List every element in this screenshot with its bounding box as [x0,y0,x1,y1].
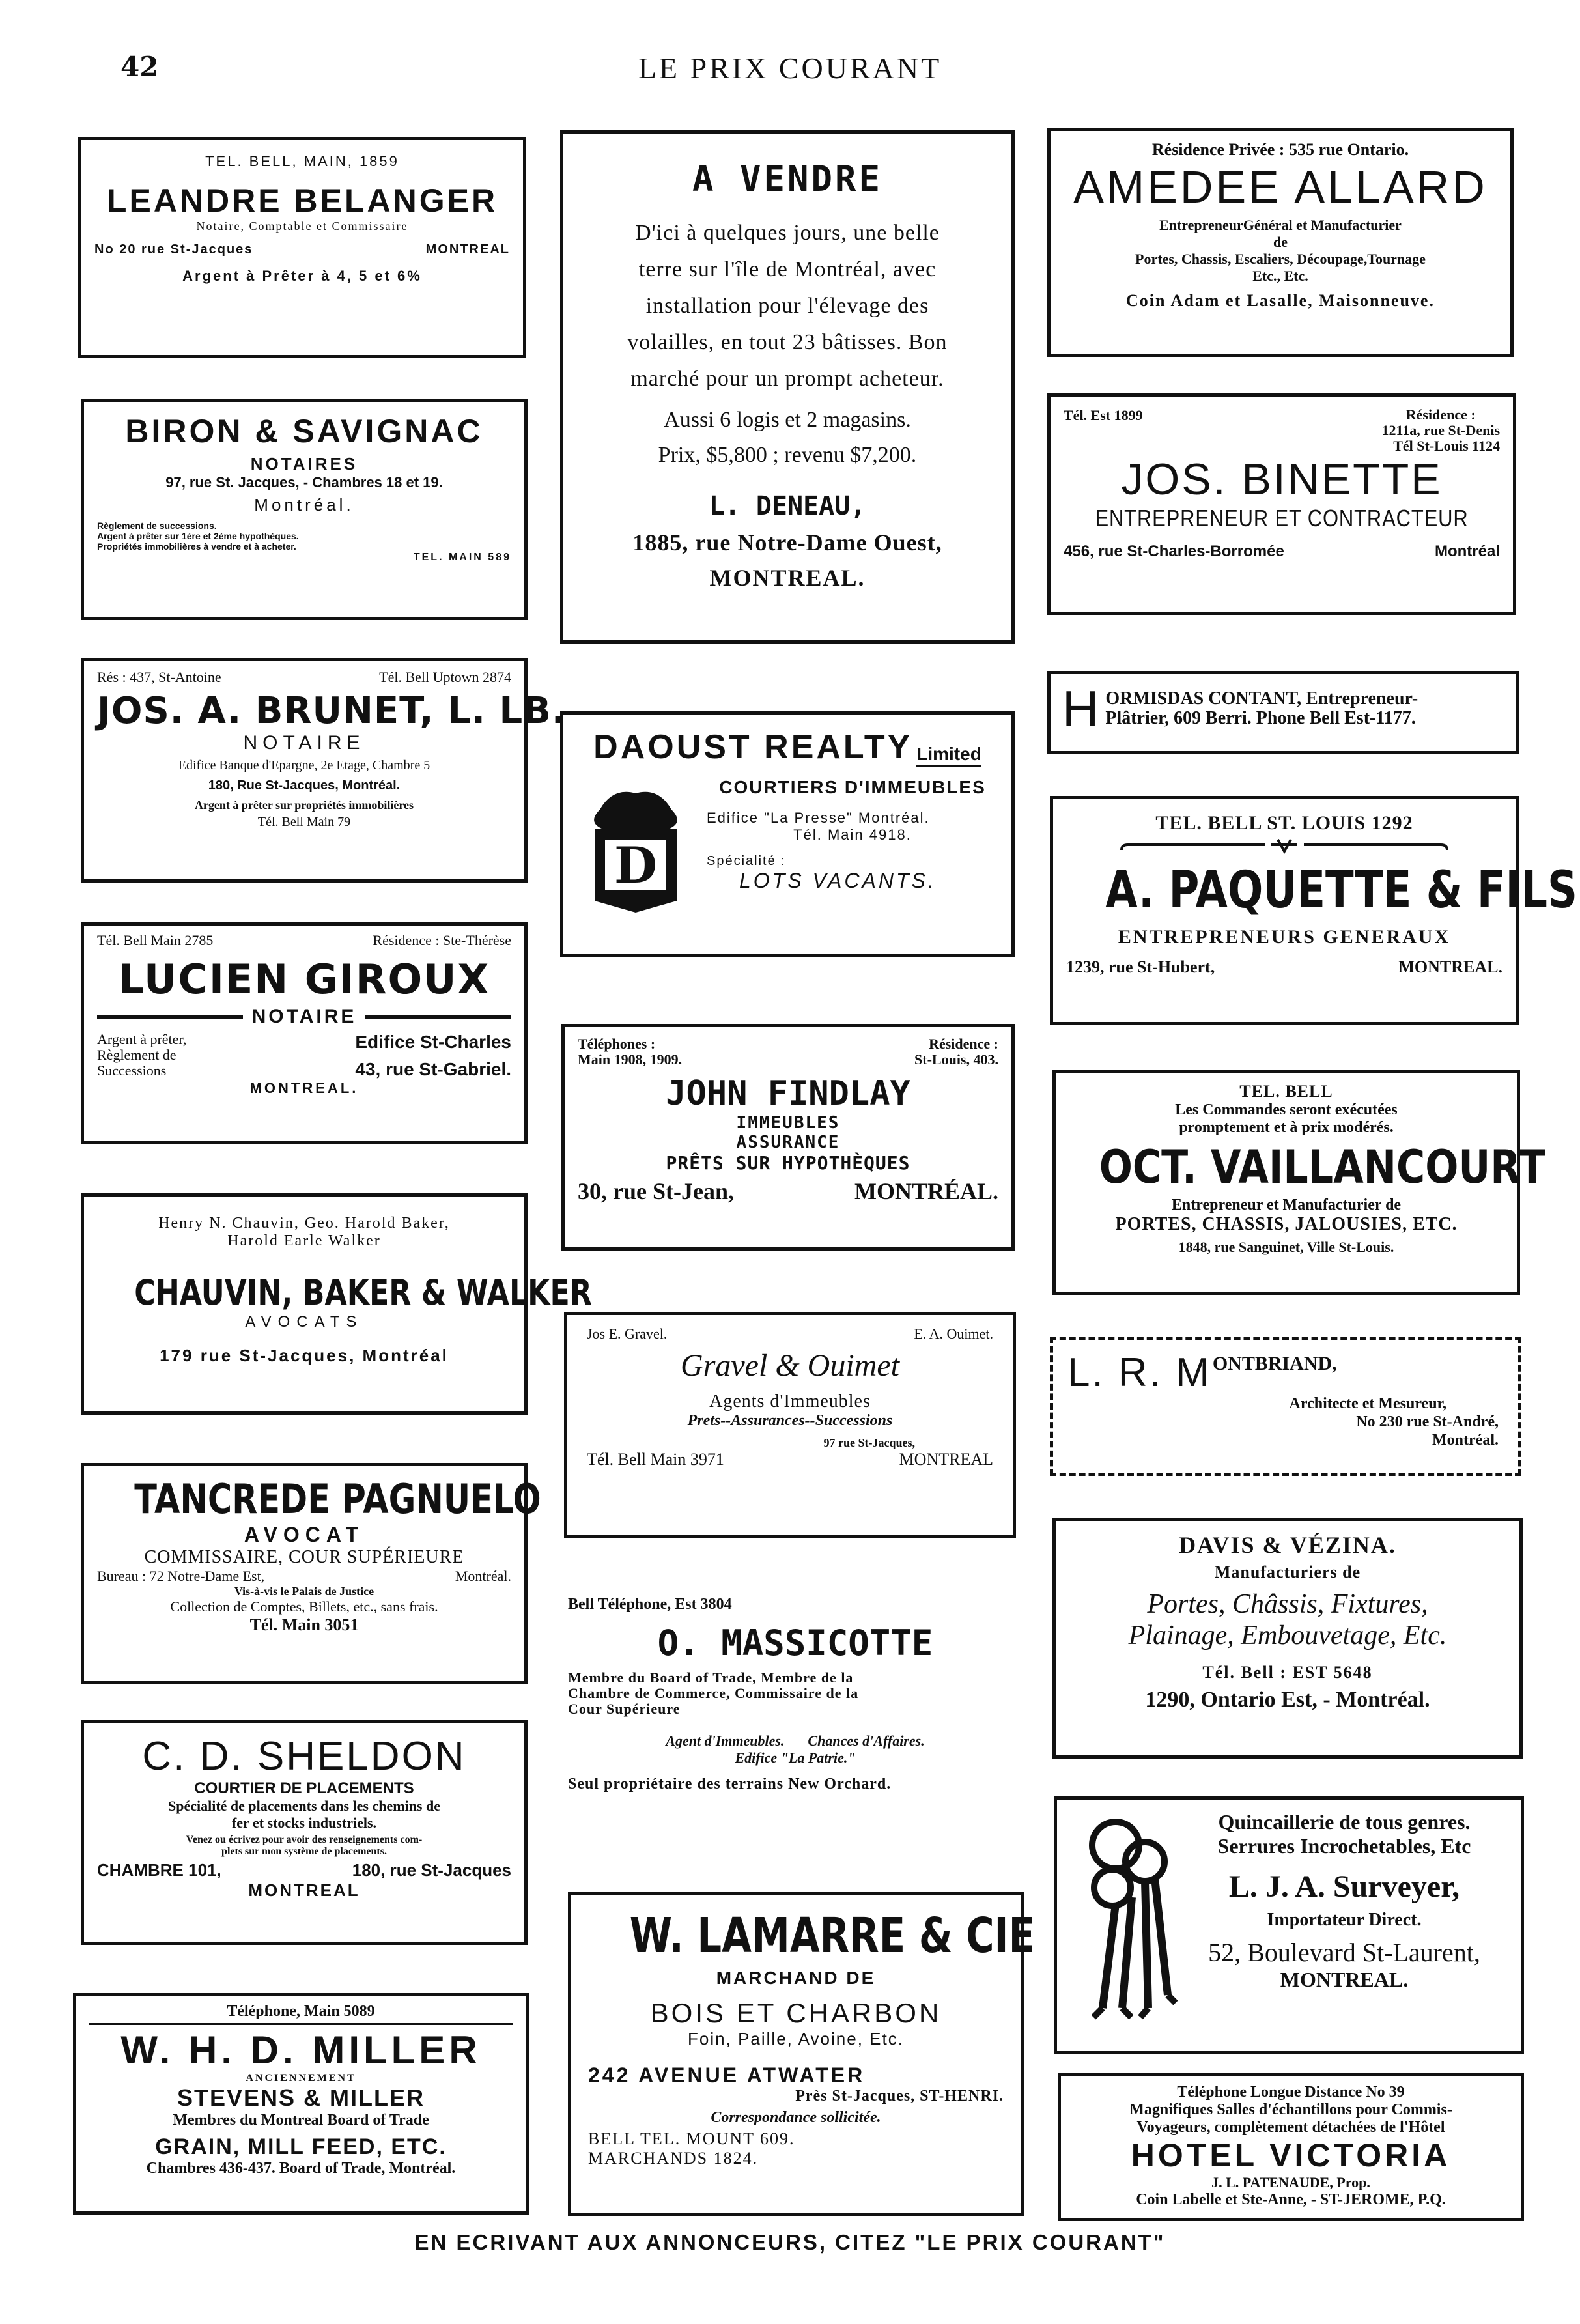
ad-seul: Seul propriétaire des terrains New Orchard. [568,1776,892,1793]
ad-line-2: Serrures Incrochetables, Etc [1217,1834,1471,1858]
ad-trade-1: Entrepreneur et Manufacturier de [1171,1197,1402,1213]
svg-text:D: D [614,836,657,894]
daoust-logo-icon [587,784,684,914]
ad-tel: Bell Téléphone, Est 3804 [568,1596,732,1613]
ad-tel: Tél. Bell Main 2785 [97,932,214,948]
ad-building: Edifice St-Charles [355,1032,511,1052]
ad-name: LEANDRE BELANGER [106,182,498,219]
ad-residence-label: Résidence : [1405,406,1476,423]
ad-address: Chambres 436-437. Board of Trade, Montréal. [146,2160,456,2177]
ad-title: NOTAIRE [243,732,365,754]
ad-spec-label: Spécialité : [707,854,786,868]
ad-city: MONTREAL. [1280,1968,1409,1991]
ad-name: BIRON & SAVIGNAC [125,413,483,449]
ad-address: 180, Rue St-Jacques, Montréal. [208,778,401,793]
ad-initials: L. R. M [1067,1350,1211,1395]
ad-line-1: Agents d'Immeubles [709,1391,871,1411]
ad-left-2: Règlement de [97,1047,176,1063]
ad-line-1: IMMEUBLES [736,1113,840,1133]
ad-city: MONTREAL [248,1880,360,1900]
ad-massicotte [564,1589,1026,1850]
ad-name: L. J. A. Surveyer, [1228,1869,1460,1904]
ad-trade: ENTREPRENEURS GENERAUX [1118,926,1451,948]
ad-address: 456, rue St-Charles-Borromée [1064,543,1284,560]
ad-line-1: EntrepreneurGénéral et Manufacturier [1159,217,1402,233]
ad-line-2: Chambre de Commerce, Commissaire de la [568,1685,859,1701]
page-title: LE PRIX COURANT [638,51,942,85]
ad-tel: Main 1908, 1909. [578,1051,683,1068]
ad-trade-2: PORTES, CHASSIS, JALOUSIES, ETC. [1115,1214,1458,1234]
ad-name: W. LAMARRE & CIE [629,1908,1036,1964]
ad-vis: Vis-à-vis le Palais de Justice [234,1585,374,1598]
ad-commissaire: COMMISSAIRE, COUR SUPÉRIEURE [144,1547,464,1567]
ad-import: Importateur Direct. [1267,1910,1422,1930]
ad-contant [1047,671,1519,754]
ad-firm: STEVENS & MILLER [176,2084,425,2111]
ad-tel: BELL TEL. MOUNT 609. [588,2129,795,2148]
ad-line-3: Voyageurs, complètement détachées de l'Hôtel [1136,2119,1445,2136]
ad-address: 30, rue St-Jean, [578,1178,734,1204]
ad-spec: LOTS VACANTS. [739,869,937,892]
ad-tel: Tél. Bell Main 3971 [587,1450,724,1469]
ad-tel: Tél. Est 1899 [1064,407,1143,423]
ad-desc: Notaire, Comptable et Commissaire [196,220,408,233]
ad-address: 1290, Ontario Est, - Montréal. [1145,1688,1430,1712]
ad-manuf: Manufacturiers de [1214,1563,1361,1581]
ad-text-line: volailles, en tout 23 bâtisses. Bon [627,330,948,354]
ad-res: Rés : 437, St-Antoine [97,669,221,685]
ad-tel: TEL. MAIN 589 [413,552,511,563]
ad-tel: Tél. Main 4918. [793,827,912,843]
ad-brunet [81,658,567,883]
ad-city: Montréal. [254,495,354,515]
ad-line: Propriétés immobilières à vendre et à acheter. [97,541,296,552]
page-footer: EN ECRIVANT AUX ANNONCEURS, CITEZ "LE PRIX COURANT" [414,2230,1166,2254]
ad-pagnuelo [81,1463,541,1684]
ad-city: MONTREAL [899,1450,993,1469]
ad-name: DAOUST REALTY [593,728,913,766]
ad-loan: Argent à prêter sur propriétés immobilières [194,799,414,812]
ad-address: 1239, rue St-Hubert, [1066,957,1215,976]
ad-suffix: Limited [916,744,981,767]
ad-anc: ANCIENNEMENT [246,2073,356,2084]
ornament-divider-icon [1115,838,1454,857]
ad-res: St-Louis, 403. [914,1051,998,1068]
ad-name: OCT. VAILLANCOURT [1099,1141,1546,1194]
ad-letter: H [1062,680,1099,737]
ad-line-2: Prets--Assurances--Successions [687,1412,893,1429]
ad-line-4: Etc., Etc. [1252,268,1308,284]
ad-address: Coin Adam et Lasalle, Maisonneuve. [1126,291,1435,310]
ad-chambre: CHAMBRE 101, [97,1860,221,1880]
ad-text-line: terre sur l'île de Montréal, avec [638,257,937,281]
ad-trade: ENTREPRENEUR ET CONTRACTEUR [1095,505,1469,531]
ad-line-1: Les Commandes seront exécutées [1175,1101,1398,1118]
ad-right: E. A. Ouimet. [914,1325,993,1342]
ad-text-line: installation pour l'élevage des [645,294,929,318]
ad-residence-2: Tél St-Louis 1124 [1393,438,1500,454]
ad-left-1: Argent à prêter, [97,1031,187,1047]
ad-chauvin [81,1193,592,1415]
ad-text-line: D'ici à quelques jours, une belle [635,221,940,245]
ad-tel: Téléphone, Main 5089 [227,2003,375,2020]
ad-name: L. DENEAU, [709,491,866,521]
ad-line-1: Membre du Board of Trade, Membre de la [568,1669,854,1686]
ad-address: 179 rue St-Jacques, Montréal [160,1346,449,1365]
ad-findlay [561,1024,1015,1251]
ad-name: TANCREDE PAGNUELO [134,1475,541,1523]
ad-name: AMEDEE ALLARD [1073,162,1488,212]
ad-line-1: MARCHAND DE [716,1968,876,1988]
ad-member: Membres du Montreal Board of Trade [173,2112,429,2129]
ad-davis-vezina [1052,1518,1523,1759]
ad-residence: Résidence Privée : 535 rue Ontario. [1151,140,1409,159]
ad-line-3: No 230 rue St-André, [1356,1413,1499,1430]
ad-address: 180, rue St-Jacques [352,1860,511,1880]
ad-city: MONTREAL. [249,1080,359,1096]
ad-line-1: Henry N. Chauvin, Geo. Harold Baker, [158,1215,450,1232]
ad-trade: COURTIERS D'IMMEUBLES [719,777,986,797]
ad-tel: TEL. BELL [1239,1082,1333,1101]
ad-line-2: Plâtrier, 609 Berri. Phone Bell Est-1177. [1105,708,1416,728]
ad-goods: GRAIN, MILL FEED, ETC. [155,2134,447,2159]
ad-giroux [81,922,528,1144]
ad-paquette [1050,796,1578,1025]
ad-miller [73,1993,529,2215]
ad-name: CHAUVIN, BAKER & WALKER [134,1272,592,1313]
ad-line-3: Foin, Paille, Avoine, Etc. [688,2029,904,2048]
ad-title: COURTIER DE PLACEMENTS [194,1779,414,1797]
ad-left: Jos E. Gravel. [587,1325,668,1342]
ad-name: HOTEL VICTORIA [1131,2137,1451,2174]
ad-line-2: promptement et à prix modérés. [1179,1119,1394,1136]
ad-title: A VENDRE [692,158,883,199]
ad-building: Edifice Banque d'Epargne, 2e Etage, Chambre 5 [178,758,430,772]
ad-binette [1047,393,1516,615]
ad-title: NOTAIRE [251,1006,357,1027]
ad-city: Montréal [1434,543,1500,560]
ad-line-3: Portes, Chassis, Escaliers, Découpage,Tournage [1135,251,1426,267]
ad-belanger [78,137,526,358]
ad-line-1: ORMISDAS CONTANT, Entrepreneur- [1105,688,1418,709]
ad-city: MONTREAL. [1398,957,1502,976]
ad-surveyer [1054,1796,1524,2054]
ad-title: NOTAIRES [250,454,358,474]
ad-bureau: Bureau : 72 Notre-Dame Est, [97,1568,265,1584]
ad-line-1: ONTBRIAND, [1212,1353,1337,1374]
ad-vaillancourt [1052,1070,1546,1295]
ad-name: JOS. BINETTE [1121,455,1443,504]
ad-line-2: ASSURANCE [736,1133,840,1152]
ad-name: JOHN FINDLAY [666,1074,910,1113]
ad-address: 1848, rue Sanguinet, Ville St-Louis. [1178,1239,1394,1255]
ad-left-3: Successions [97,1062,167,1079]
ad-address: 43, rue St-Gabriel. [355,1059,511,1079]
ad-name: LUCIEN GIROUX [118,956,490,1003]
ad-name: JOS. A. BRUNET, L. LB. [97,690,567,732]
ad-address: 97 rue St-Jacques, [823,1436,915,1449]
ad-title: AVOCATS [245,1313,363,1331]
ad-line-3: Cour Supérieure [568,1701,681,1717]
ad-gravel-ouimet [564,1312,1016,1538]
ad-agent: Agent d'Immeubles. [666,1733,785,1749]
ad-address: 1885, rue Notre-Dame Ouest, [632,530,942,556]
ad-edifice: Edifice "La Patrie." [735,1750,856,1766]
ad-line-1: Quincaillerie de tous genres. [1218,1810,1471,1834]
ad-residence-1: 1211a, rue St-Denis [1381,422,1500,438]
ad-tel: TEL. BELL ST. LOUIS 1292 [1155,812,1413,834]
ad-city: MONTREAL [425,242,510,257]
ad-montbriand [1050,1337,1521,1476]
ad-line-1: Téléphone Longue Distance No 39 [1177,2084,1405,2101]
ad-line-4: Montréal. [1432,1432,1499,1449]
ad-tel: Tél. Bell : EST 5648 [1202,1663,1373,1682]
ad-tel: Tél. Main 3051 [249,1615,359,1634]
ad-line-2: Harold Earle Walker [227,1232,381,1249]
key-cluster-icon [1077,1813,1181,2041]
ad-city: MONTREAL. [709,565,866,591]
ad-city: MONTRÉAL. [854,1178,998,1204]
ad-daoust [560,711,1015,957]
ad-sheldon [81,1720,528,1945]
ad-address: 97, rue St. Jacques, - Chambres 18 et 19. [165,474,443,490]
ad-name: W. H. D. MILLER [120,2028,481,2072]
ad-chances: Chances d'Affaires. [808,1733,925,1749]
ad-line-1: Portes, Châssis, Fixtures, [1147,1589,1428,1619]
ad-near: Près St-Jacques, ST-HENRI. [795,2088,1004,2104]
ad-line-2: Plainage, Embouvetage, Etc. [1128,1621,1447,1651]
ad-a-vendre [560,130,1015,644]
ad-line-2: de [1273,234,1288,250]
ad-address: No 20 rue St-Jacques [94,242,253,257]
ad-corr: Correspondance sollicitée. [711,2109,881,2126]
ad-lamarre [568,1892,1036,2216]
page-header [0,51,1580,96]
ad-bureau-city: Montréal. [455,1568,511,1584]
ad-march: MARCHANDS 1824. [588,2149,759,2168]
ad-tel2: Tél. Bell Main 79 [257,815,351,829]
ad-text-line: marché pour un prompt acheteur. [630,367,944,391]
ad-collection: Collection de Comptes, Billets, etc., sans frais. [170,1598,438,1615]
ad-address: 242 AVENUE ATWATER [588,2063,866,2087]
ad-res-label: Résidence : [929,1036,998,1052]
ad-line: Argent à prêter sur 1ère et 2ème hypothèques. [97,531,299,541]
ad-title: AVOCAT [244,1523,365,1546]
ad-line-1: Spécialité de placements dans les chemins de [168,1798,440,1814]
ad-name: C. D. SHELDON [142,1734,466,1779]
ad-allard [1047,128,1514,357]
ad-line-4: plets sur mon système de placements. [221,1846,387,1857]
ad-loan: Argent à Prêter à 4, 5 et 6% [182,268,422,284]
ad-line-3: Venez ou écrivez pour avoir des renseignements com- [186,1834,423,1845]
ad-name: A. PAQUETTE & FILS [1105,861,1578,920]
ad-tel-label: Téléphones : [578,1036,656,1052]
ad-name: DAVIS & VÉZINA. [1179,1532,1396,1558]
ad-line: Règlement de successions. [97,520,217,531]
ad-prop: J. L. PATENAUDE, Prop. [1211,2174,1370,2190]
ad-name: Gravel & Ouimet [681,1348,899,1383]
ad-name: O. MASSICOTTE [657,1623,933,1664]
ad-line-3: PRÊTS SUR HYPOTHÈQUES [666,1152,910,1174]
ad-residence: Résidence : Ste-Thérèse [373,932,511,948]
ad-address: Coin Labelle et Ste-Anne, - ST-JEROME, P.Q. [1136,2191,1446,2208]
ad-biron-savignac [81,399,528,620]
ad-building: Edifice "La Presse" Montréal. [707,810,930,826]
ad-price: Prix, $5,800 ; revenu $7,200. [658,443,917,467]
page-number: 42 [120,51,159,83]
ad-line-2: BOIS ET CHARBON [650,1998,942,2028]
ad-tel: Tél. Bell Uptown 2874 [379,669,511,685]
ad-hotel-victoria [1058,2073,1524,2221]
ad-tel: TEL. BELL, MAIN, 1859 [205,153,399,169]
ad-extra: Aussi 6 logis et 2 magasins. [664,408,911,432]
ad-line-2: Architecte et Mesureur, [1289,1395,1446,1412]
ad-address: 52, Boulevard St-Laurent, [1208,1938,1480,1967]
ad-line-2: Magnifiques Salles d'échantillons pour Commis- [1129,2101,1452,2118]
ad-line-2: fer et stocks industriels. [231,1815,377,1831]
